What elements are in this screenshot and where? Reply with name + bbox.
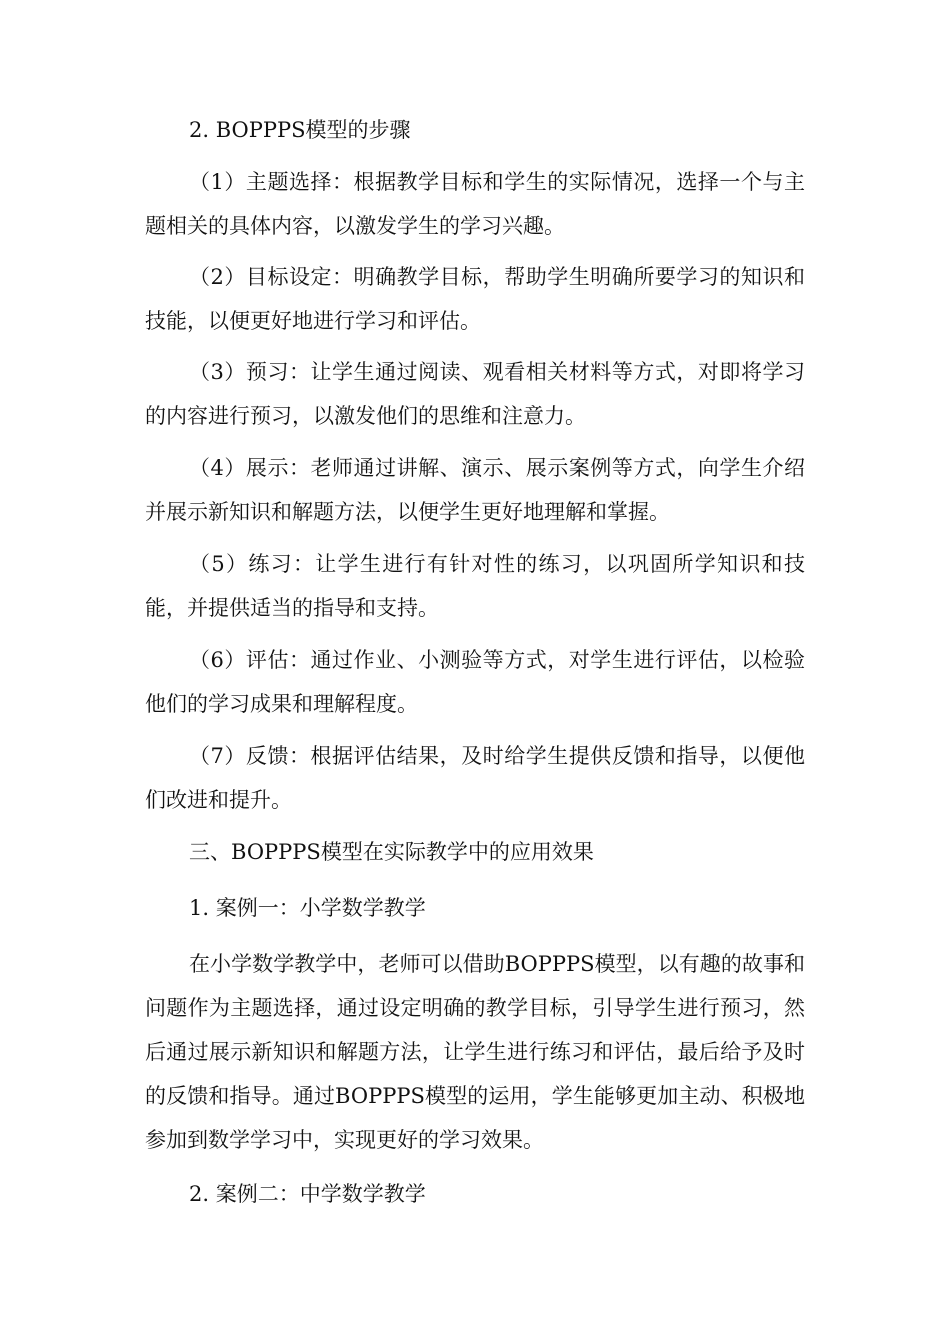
step-7-paragraph: （7）反馈：根据评估结果，及时给学生提供反馈和指导，以便他们改进和提升。 bbox=[145, 744, 805, 812]
steps-heading: 2. BOPPPS模型的步骤 bbox=[189, 118, 411, 142]
step-6-paragraph: （6）评估：通过作业、小测验等方式，对学生进行评估，以检验他们的学习成果和理解程度。 bbox=[145, 648, 805, 716]
section-3-heading: 三、BOPPPS模型在实际教学中的应用效果 bbox=[189, 840, 594, 864]
step-2-paragraph: （2）目标设定：明确教学目标，帮助学生明确所要学习的知识和技能，以便更好地进行学习和评估。 bbox=[145, 265, 805, 333]
case-2-heading: 2. 案例二：中学数学教学 bbox=[189, 1182, 426, 1206]
case-1-heading: 1. 案例一：小学数学教学 bbox=[189, 896, 426, 920]
case-1-paragraph: 在小学数学教学中，老师可以借助BOPPPS模型，以有趣的故事和问题作为主题选择，通过设定明确的教学目标，引导学生进行预习，然后通过展示新知识和解题方法，让学生进行练习和评估，最后给予及时的反馈和指导。通过BOPPPS模型的运用，学生能够更加主动、积极地参加到数学学习中，实现更好的学习效果。 bbox=[145, 952, 805, 1152]
step-4-paragraph: （4）展示：老师通过讲解、演示、展示案例等方式，向学生介绍并展示新知识和解题方法，以便学生更好地理解和掌握。 bbox=[145, 456, 805, 524]
step-1-paragraph: （1）主题选择：根据教学目标和学生的实际情况，选择一个与主题相关的具体内容，以激发学生的学习兴趣。 bbox=[145, 170, 805, 238]
step-5-paragraph: （5）练习：让学生进行有针对性的练习，以巩固所学知识和技能，并提供适当的指导和支持。 bbox=[145, 552, 805, 620]
step-3-paragraph: （3）预习：让学生通过阅读、观看相关材料等方式，对即将学习的内容进行预习，以激发他们的思维和注意力。 bbox=[145, 360, 805, 428]
